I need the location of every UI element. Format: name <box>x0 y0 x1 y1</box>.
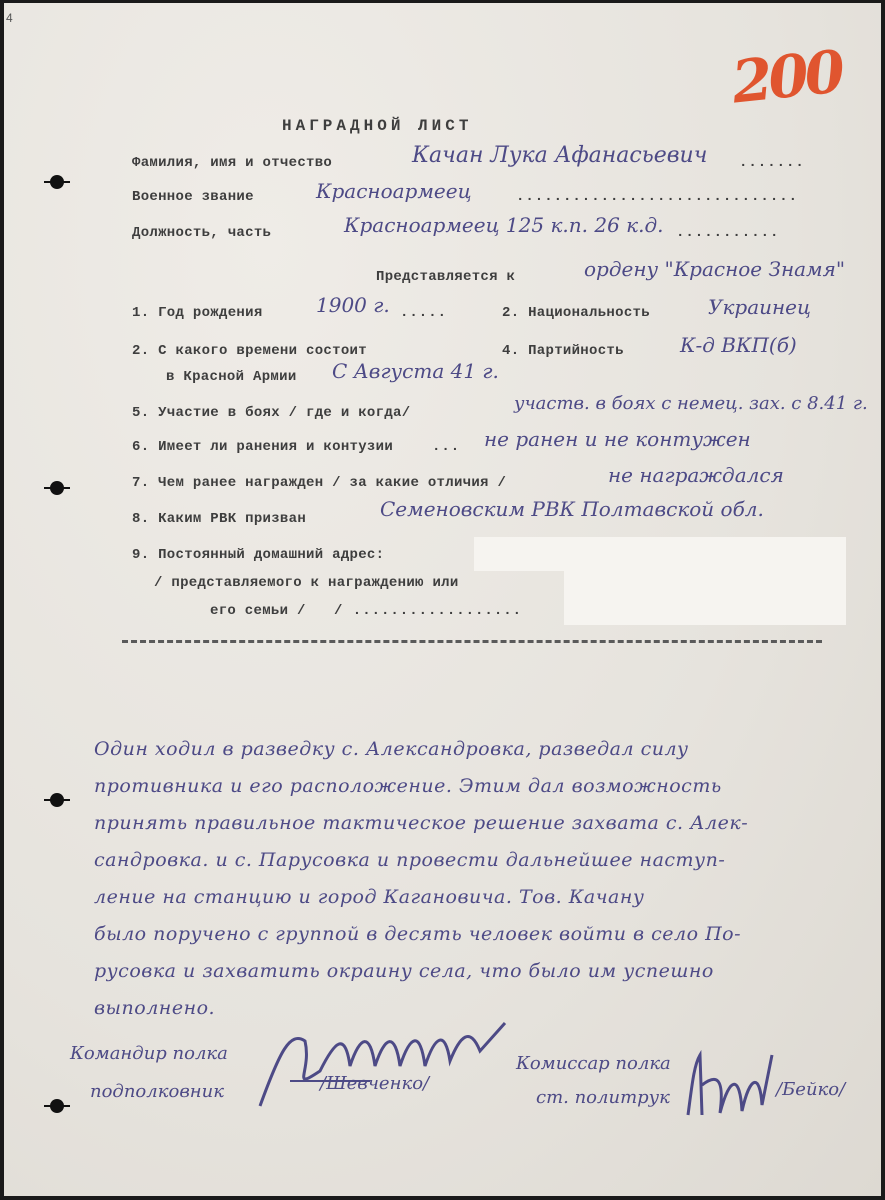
award-sheet <box>4 3 881 1196</box>
home-address-label-2: / представляемого к награждению или <box>154 575 459 591</box>
service-since-label-2: в Красной Армии <box>166 369 297 385</box>
story-line: выполнено. <box>94 997 216 1019</box>
commander-name: /Шевченко/ <box>320 1073 430 1094</box>
story-line: Один ходил в разведку с. Александровка, разведал силу <box>94 738 689 760</box>
commissar-name: /Бейко/ <box>776 1079 846 1100</box>
party-label: 4. Партийность <box>502 343 624 359</box>
draft-office-value: Семеновским РВК Полтавской обл. <box>380 497 764 521</box>
position-label: Должность, часть <box>132 225 272 241</box>
name-value: Качан Лука Афанасьевич <box>412 143 708 168</box>
battles-label: 5. Участие в боях / где и когда/ <box>132 405 411 421</box>
wounds-value: не ранен и не контужен <box>484 427 751 451</box>
presented-label: Представляется к <box>376 269 516 285</box>
binding-hole <box>50 793 64 807</box>
home-address-label: 9. Постоянный домашний адрес: <box>132 547 385 563</box>
draft-office-label: 8. Каким РВК призван <box>132 511 307 527</box>
birth-year-dots: ..... <box>400 305 448 321</box>
party-value: К-д ВКП(б) <box>680 333 797 357</box>
service-since-label: 2. С какого времени состоит <box>132 343 367 359</box>
birth-year-label: 1. Год рождения <box>132 305 263 321</box>
name-label: Фамилия, имя и отчество <box>132 155 333 171</box>
wounds-label: 6. Имеет ли ранения и контузии <box>132 439 394 455</box>
story-line: сандровка. и с. Парусовка и провести дальнейшее наступ- <box>94 849 726 871</box>
binding-hole <box>50 481 64 495</box>
name-dots: ....... <box>739 155 805 171</box>
rank-dots: .............................. <box>516 189 799 205</box>
commander-title: Командир полка <box>70 1043 228 1064</box>
commissar-title: Комиссар полка <box>516 1053 671 1074</box>
home-address-dots: / .................. <box>334 603 523 619</box>
document-title: НАГРАДНОЙ ЛИСТ <box>282 117 473 135</box>
story-line: было поручено с группой в десять человек войти в село По- <box>94 923 742 945</box>
corner-page-mark: 4 <box>6 11 13 25</box>
commissar-signature <box>680 1045 780 1125</box>
archive-number: 200 <box>728 37 845 117</box>
redaction-box <box>564 569 846 625</box>
home-address-label-3: его семьи / <box>210 603 306 619</box>
presented-value: ордену "Красное Знамя" <box>584 257 846 281</box>
commissar-rank: ст. политрук <box>536 1087 670 1108</box>
service-since-value: С Августа 41 г. <box>332 359 499 383</box>
story-line: ление на станцию и город Кагановича. Тов. Качану <box>94 886 645 908</box>
binding-hole <box>50 1099 64 1113</box>
awards-value: не награждался <box>608 463 784 487</box>
binding-hole <box>50 175 64 189</box>
awards-label: 7. Чем ранее награжден / за какие отличия / <box>132 475 507 491</box>
feat-description <box>94 731 874 1027</box>
wounds-dots: ... <box>432 439 461 455</box>
divider-rule <box>122 640 822 643</box>
story-line: противника и его расположение. Этим дал возможность <box>94 775 722 797</box>
position-dots: ........... <box>676 225 780 241</box>
battles-value: участв. в боях с немец. зах. с 8.41 г. <box>514 393 868 414</box>
position-value: Красноармеец 125 к.п. 26 к.д. <box>344 213 664 237</box>
nationality-label: 2. Национальность <box>502 305 650 321</box>
commander-rank: подполковник <box>90 1081 224 1102</box>
nationality-value: Украинец <box>708 295 811 319</box>
birth-year-value: 1900 г. <box>316 293 390 317</box>
story-line: принять правильное тактическое решение захвата с. Алек- <box>94 812 749 834</box>
rank-value: Красноармеец <box>316 179 472 203</box>
redaction-box <box>474 537 846 571</box>
story-line: русовка и захватить окраину села, что было им успешно <box>94 960 714 982</box>
commander-signature <box>250 1011 520 1121</box>
rank-label: Военное звание <box>132 189 254 205</box>
